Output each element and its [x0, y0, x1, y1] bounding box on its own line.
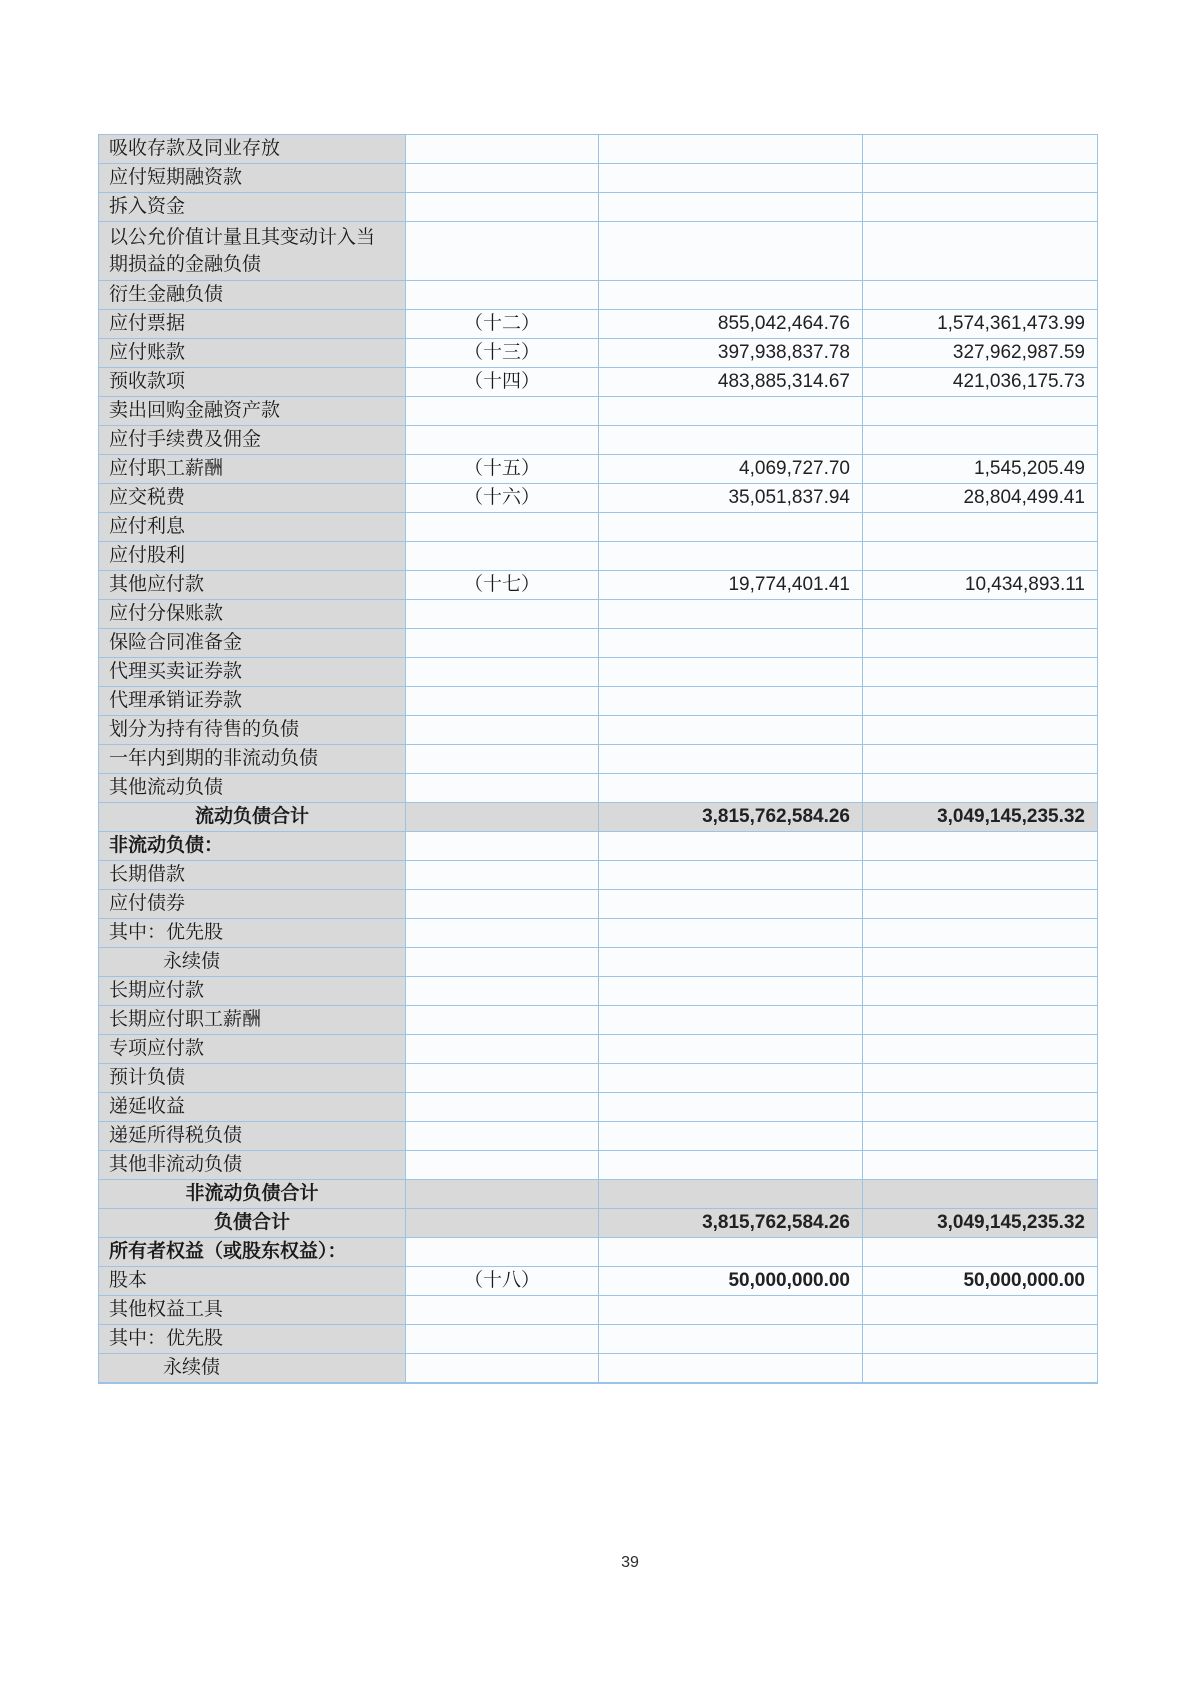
- row-label: 应付分保账款: [99, 600, 406, 629]
- row-label: 衍生金融负债: [99, 281, 406, 310]
- row-value-prior: 10,434,893.11: [863, 571, 1098, 600]
- row-value-prior: 1,574,361,473.99: [863, 310, 1098, 339]
- row-note: [406, 600, 599, 629]
- row-note: [406, 803, 599, 832]
- row-label: 应付票据: [99, 310, 406, 339]
- row-value-current: [599, 1006, 863, 1035]
- table-row: [99, 1180, 1098, 1209]
- row-value-current: [599, 1354, 863, 1383]
- table-row: [99, 1354, 1098, 1383]
- row-label: 吸收存款及同业存放: [99, 135, 406, 164]
- row-value-prior: [863, 1151, 1098, 1180]
- row-note: [406, 977, 599, 1006]
- row-label: 其中：优先股: [99, 919, 406, 948]
- row-label: 长期应付款: [99, 977, 406, 1006]
- row-label: 应付股利: [99, 542, 406, 571]
- table-row: [99, 658, 1098, 687]
- row-label: 流动负债合计: [99, 803, 406, 832]
- row-note: [406, 1354, 599, 1383]
- row-value-prior: 1,545,205.49: [863, 455, 1098, 484]
- row-value-prior: 50,000,000.00: [863, 1267, 1098, 1296]
- row-note: [406, 1325, 599, 1354]
- table-row: [99, 1325, 1098, 1354]
- row-value-current: [599, 716, 863, 745]
- row-label: 应付手续费及佣金: [99, 426, 406, 455]
- row-label: 长期借款: [99, 861, 406, 890]
- row-value-current: [599, 861, 863, 890]
- row-note: （十五）: [406, 455, 599, 484]
- row-note: [406, 1006, 599, 1035]
- row-value-prior: 421,036,175.73: [863, 368, 1098, 397]
- row-value-current: [599, 222, 863, 281]
- table-row: [99, 1122, 1098, 1151]
- row-value-prior: 28,804,499.41: [863, 484, 1098, 513]
- row-value-prior: [863, 1122, 1098, 1151]
- row-value-prior: 3,049,145,235.32: [863, 803, 1098, 832]
- row-label: 应交税费: [99, 484, 406, 513]
- table-row: [99, 1267, 1098, 1296]
- row-note: [406, 1064, 599, 1093]
- table-row: [99, 484, 1098, 513]
- row-note: [406, 281, 599, 310]
- table-row: [99, 1296, 1098, 1325]
- row-note: （十八）: [406, 1267, 599, 1296]
- row-value-current: [599, 513, 863, 542]
- table-row: [99, 832, 1098, 861]
- table-row: [99, 281, 1098, 310]
- table-row: [99, 1006, 1098, 1035]
- row-value-prior: [863, 1238, 1098, 1267]
- row-label: 预收款项: [99, 368, 406, 397]
- row-label: 递延所得税负债: [99, 1122, 406, 1151]
- table-row: [99, 397, 1098, 426]
- table-row: [99, 571, 1098, 600]
- row-value-prior: [863, 164, 1098, 193]
- row-value-current: [599, 774, 863, 803]
- table-row: [99, 1064, 1098, 1093]
- row-value-current: 35,051,837.94: [599, 484, 863, 513]
- row-note: [406, 861, 599, 890]
- row-note: [406, 135, 599, 164]
- table-row: [99, 1151, 1098, 1180]
- row-value-prior: 327,962,987.59: [863, 339, 1098, 368]
- row-note: [406, 774, 599, 803]
- row-value-prior: [863, 687, 1098, 716]
- row-label: 应付账款: [99, 339, 406, 368]
- row-value-prior: [863, 426, 1098, 455]
- row-value-prior: [863, 1180, 1098, 1209]
- row-value-prior: [863, 513, 1098, 542]
- row-value-prior: [863, 135, 1098, 164]
- row-value-prior: [863, 1006, 1098, 1035]
- table-row: [99, 774, 1098, 803]
- row-note: [406, 1093, 599, 1122]
- row-value-prior: [863, 948, 1098, 977]
- row-label: 保险合同准备金: [99, 629, 406, 658]
- row-value-current: 3,815,762,584.26: [599, 803, 863, 832]
- row-value-prior: [863, 919, 1098, 948]
- row-value-current: [599, 1151, 863, 1180]
- row-note: （十二）: [406, 310, 599, 339]
- row-note: [406, 832, 599, 861]
- row-note: [406, 397, 599, 426]
- row-value-current: 483,885,314.67: [599, 368, 863, 397]
- row-label: 代理买卖证券款: [99, 658, 406, 687]
- row-value-prior: [863, 1354, 1098, 1383]
- row-value-prior: [863, 745, 1098, 774]
- row-value-prior: [863, 222, 1098, 281]
- table-row: [99, 1035, 1098, 1064]
- row-label: 拆入资金: [99, 193, 406, 222]
- row-note: [406, 1238, 599, 1267]
- row-value-prior: [863, 774, 1098, 803]
- row-value-prior: [863, 890, 1098, 919]
- row-label: 预计负债: [99, 1064, 406, 1093]
- row-value-prior: [863, 600, 1098, 629]
- table-row: [99, 861, 1098, 890]
- row-label: 其他非流动负债: [99, 1151, 406, 1180]
- row-note: [406, 1122, 599, 1151]
- row-value-current: [599, 919, 863, 948]
- row-note: [406, 687, 599, 716]
- row-label: 其他应付款: [99, 571, 406, 600]
- row-note: [406, 716, 599, 745]
- row-label: 划分为持有待售的负债: [99, 716, 406, 745]
- row-value-current: 19,774,401.41: [599, 571, 863, 600]
- row-label: 递延收益: [99, 1093, 406, 1122]
- balance-sheet-liabilities-table: [98, 134, 1098, 1384]
- row-value-prior: [863, 977, 1098, 1006]
- row-value-current: [599, 629, 863, 658]
- row-value-prior: [863, 861, 1098, 890]
- row-value-prior: [863, 1035, 1098, 1064]
- row-note: [406, 542, 599, 571]
- row-value-current: [599, 1064, 863, 1093]
- row-value-current: [599, 193, 863, 222]
- row-value-current: [599, 1035, 863, 1064]
- row-value-current: [599, 687, 863, 716]
- row-value-prior: [863, 716, 1098, 745]
- table-row: [99, 745, 1098, 774]
- table-row: [99, 455, 1098, 484]
- table-row: [99, 600, 1098, 629]
- row-label: 永续债: [99, 948, 406, 977]
- row-note: [406, 745, 599, 774]
- row-value-current: 397,938,837.78: [599, 339, 863, 368]
- row-note: [406, 164, 599, 193]
- row-label: 非流动负债合计: [99, 1180, 406, 1209]
- row-value-current: [599, 164, 863, 193]
- row-value-current: [599, 1325, 863, 1354]
- row-label: 长期应付职工薪酬: [99, 1006, 406, 1035]
- table-row: [99, 222, 1098, 281]
- row-value-current: [599, 426, 863, 455]
- row-label: 代理承销证券款: [99, 687, 406, 716]
- row-label: 应付债券: [99, 890, 406, 919]
- row-value-current: 4,069,727.70: [599, 455, 863, 484]
- row-value-current: 855,042,464.76: [599, 310, 863, 339]
- row-label: 所有者权益（或股东权益）：: [99, 1238, 406, 1267]
- row-value-prior: [863, 397, 1098, 426]
- row-value-current: [599, 397, 863, 426]
- row-note: [406, 1180, 599, 1209]
- row-label: 应付利息: [99, 513, 406, 542]
- table-row: [99, 1093, 1098, 1122]
- table-row: [99, 135, 1098, 164]
- row-value-prior: [863, 1093, 1098, 1122]
- row-label: 永续债: [99, 1354, 406, 1383]
- row-note: [406, 426, 599, 455]
- table-row: [99, 164, 1098, 193]
- table-row: [99, 890, 1098, 919]
- row-value-current: [599, 948, 863, 977]
- row-value-current: [599, 1296, 863, 1325]
- table-row: [99, 339, 1098, 368]
- table-row: [99, 803, 1098, 832]
- row-value-current: [599, 658, 863, 687]
- row-note: [406, 193, 599, 222]
- table-row: [99, 629, 1098, 658]
- row-note: [406, 890, 599, 919]
- row-value-current: [599, 1180, 863, 1209]
- row-note: [406, 1296, 599, 1325]
- row-note: （十四）: [406, 368, 599, 397]
- row-value-prior: [863, 629, 1098, 658]
- table-row: [99, 716, 1098, 745]
- row-value-current: [599, 890, 863, 919]
- table-row: [99, 193, 1098, 222]
- row-label: 其中：优先股: [99, 1325, 406, 1354]
- table-row: [99, 977, 1098, 1006]
- row-value-current: [599, 977, 863, 1006]
- row-value-prior: [863, 658, 1098, 687]
- row-note: [406, 1035, 599, 1064]
- row-value-prior: [863, 1064, 1098, 1093]
- row-label: 股本: [99, 1267, 406, 1296]
- row-value-prior: [863, 193, 1098, 222]
- row-label: 专项应付款: [99, 1035, 406, 1064]
- table-row: [99, 919, 1098, 948]
- row-note: [406, 513, 599, 542]
- table-row: [99, 542, 1098, 571]
- row-value-current: [599, 1238, 863, 1267]
- row-label: 其他权益工具: [99, 1296, 406, 1325]
- row-value-current: 50,000,000.00: [599, 1267, 863, 1296]
- row-note: [406, 1151, 599, 1180]
- row-note: [406, 1209, 599, 1238]
- row-value-current: [599, 1122, 863, 1151]
- table-row: [99, 687, 1098, 716]
- table-row: [99, 513, 1098, 542]
- row-value-prior: [863, 1296, 1098, 1325]
- table-row: [99, 426, 1098, 455]
- row-value-prior: [863, 281, 1098, 310]
- row-value-current: 3,815,762,584.26: [599, 1209, 863, 1238]
- row-note: [406, 658, 599, 687]
- row-value-prior: [863, 542, 1098, 571]
- row-label: 卖出回购金融资产款: [99, 397, 406, 426]
- row-label: 以公允价值计量且其变动计入当期损益的金融负债: [99, 222, 406, 281]
- row-label: 一年内到期的非流动负债: [99, 745, 406, 774]
- row-value-current: [599, 542, 863, 571]
- row-note: [406, 948, 599, 977]
- row-note: （十六）: [406, 484, 599, 513]
- row-label: 应付短期融资款: [99, 164, 406, 193]
- row-note: [406, 222, 599, 281]
- row-value-prior: 3,049,145,235.32: [863, 1209, 1098, 1238]
- row-value-current: [599, 832, 863, 861]
- row-note: （十三）: [406, 339, 599, 368]
- row-value-current: [599, 281, 863, 310]
- row-note: [406, 629, 599, 658]
- table-row: [99, 310, 1098, 339]
- table-row: [99, 1238, 1098, 1267]
- row-value-prior: [863, 1325, 1098, 1354]
- row-label: 其他流动负债: [99, 774, 406, 803]
- row-value-prior: [863, 832, 1098, 861]
- table-row: [99, 1209, 1098, 1238]
- row-note: （十七）: [406, 571, 599, 600]
- row-note: [406, 919, 599, 948]
- row-label: 非流动负债：: [99, 832, 406, 861]
- row-value-current: [599, 745, 863, 774]
- page-number: 39: [621, 1554, 639, 1571]
- row-value-current: [599, 600, 863, 629]
- row-label: 负债合计: [99, 1209, 406, 1238]
- row-label: 应付职工薪酬: [99, 455, 406, 484]
- row-value-current: [599, 1093, 863, 1122]
- row-value-current: [599, 135, 863, 164]
- table-body: [99, 135, 1098, 1383]
- table-row: [99, 368, 1098, 397]
- table-row: [99, 948, 1098, 977]
